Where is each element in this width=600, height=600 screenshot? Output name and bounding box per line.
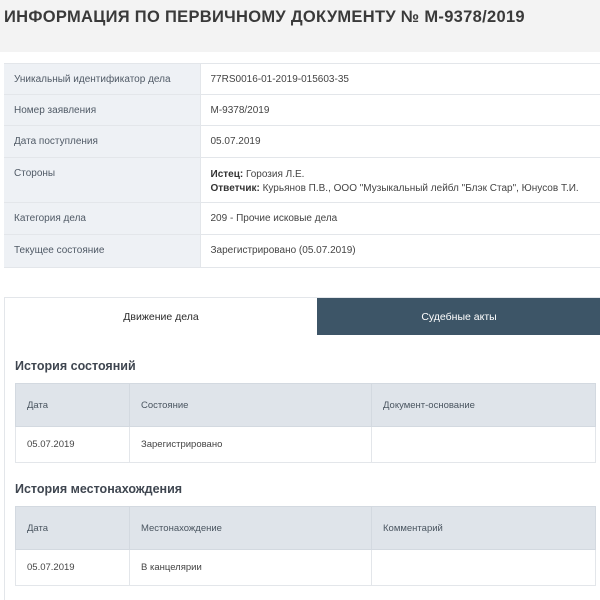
comment-cell (372, 550, 596, 586)
defendant-names: Курьянов П.В., ООО "Музыкальный лейбл "Блэк Стар", Юнусов Т.И. (262, 183, 579, 194)
plaintiff-role: Истец: (210, 169, 244, 180)
column-header-date: Дата (16, 384, 130, 427)
table-header-row (16, 507, 596, 550)
table-row (16, 550, 596, 586)
case-category-label: Категория дела (4, 203, 200, 235)
status-cell: Зарегистрировано (130, 427, 372, 463)
case-info-row (4, 158, 600, 203)
case-info-row (4, 64, 600, 95)
case-info-row (4, 95, 600, 126)
receipt-date-label: Дата поступления (4, 126, 200, 158)
case-id-label: Уникальный идентификатор дела (4, 64, 200, 95)
case-info-row (4, 126, 600, 158)
application-number-value: М-9378/2019 (200, 95, 600, 126)
column-header-location: Местонахождение (130, 507, 372, 550)
case-category-value: 209 - Прочие исковые дела (200, 203, 600, 235)
column-header-status: Состояние (130, 384, 372, 427)
location-history-table (15, 506, 596, 586)
receipt-date-value: 05.07.2019 (200, 126, 600, 158)
basis-document-cell (372, 427, 596, 463)
location-date-cell: 05.07.2019 (16, 550, 130, 586)
status-history-heading: История состояний (15, 359, 136, 373)
defendant-line (211, 182, 600, 196)
location-history-heading: История местонахождения (15, 482, 183, 496)
tab-court-acts[interactable]: Судебные акты (317, 298, 600, 335)
case-info-table (4, 63, 600, 268)
plaintiff-line (211, 168, 600, 182)
parties-value (200, 158, 600, 203)
plaintiff-name: Горозия Л.Е. (245, 169, 305, 180)
status-history-table (15, 383, 596, 463)
case-id-value: 77RS0016-01-2019-015603-35 (200, 64, 600, 95)
location-cell: В канцелярии (130, 550, 372, 586)
case-info-row (4, 235, 600, 268)
parties-label: Стороны (4, 158, 200, 203)
case-info-row (4, 203, 600, 235)
defendant-role: Ответчик: (210, 183, 260, 194)
application-number-label: Номер заявления (4, 95, 200, 126)
tab-case-movement[interactable]: Движение дела (5, 298, 317, 335)
table-row (16, 427, 596, 463)
column-header-basis-document: Документ-основание (372, 384, 596, 427)
page-title: ИНФОРМАЦИЯ ПО ПЕРВИЧНОМУ ДОКУМЕНТУ № М-9378/2019 (4, 8, 525, 26)
column-header-date: Дата (16, 507, 130, 550)
table-header-row (16, 384, 596, 427)
status-date-cell: 05.07.2019 (16, 427, 130, 463)
current-status-label: Текущее состояние (4, 235, 200, 268)
current-status-value: Зарегистрировано (05.07.2019) (200, 235, 600, 268)
column-header-comment: Комментарий (372, 507, 596, 550)
